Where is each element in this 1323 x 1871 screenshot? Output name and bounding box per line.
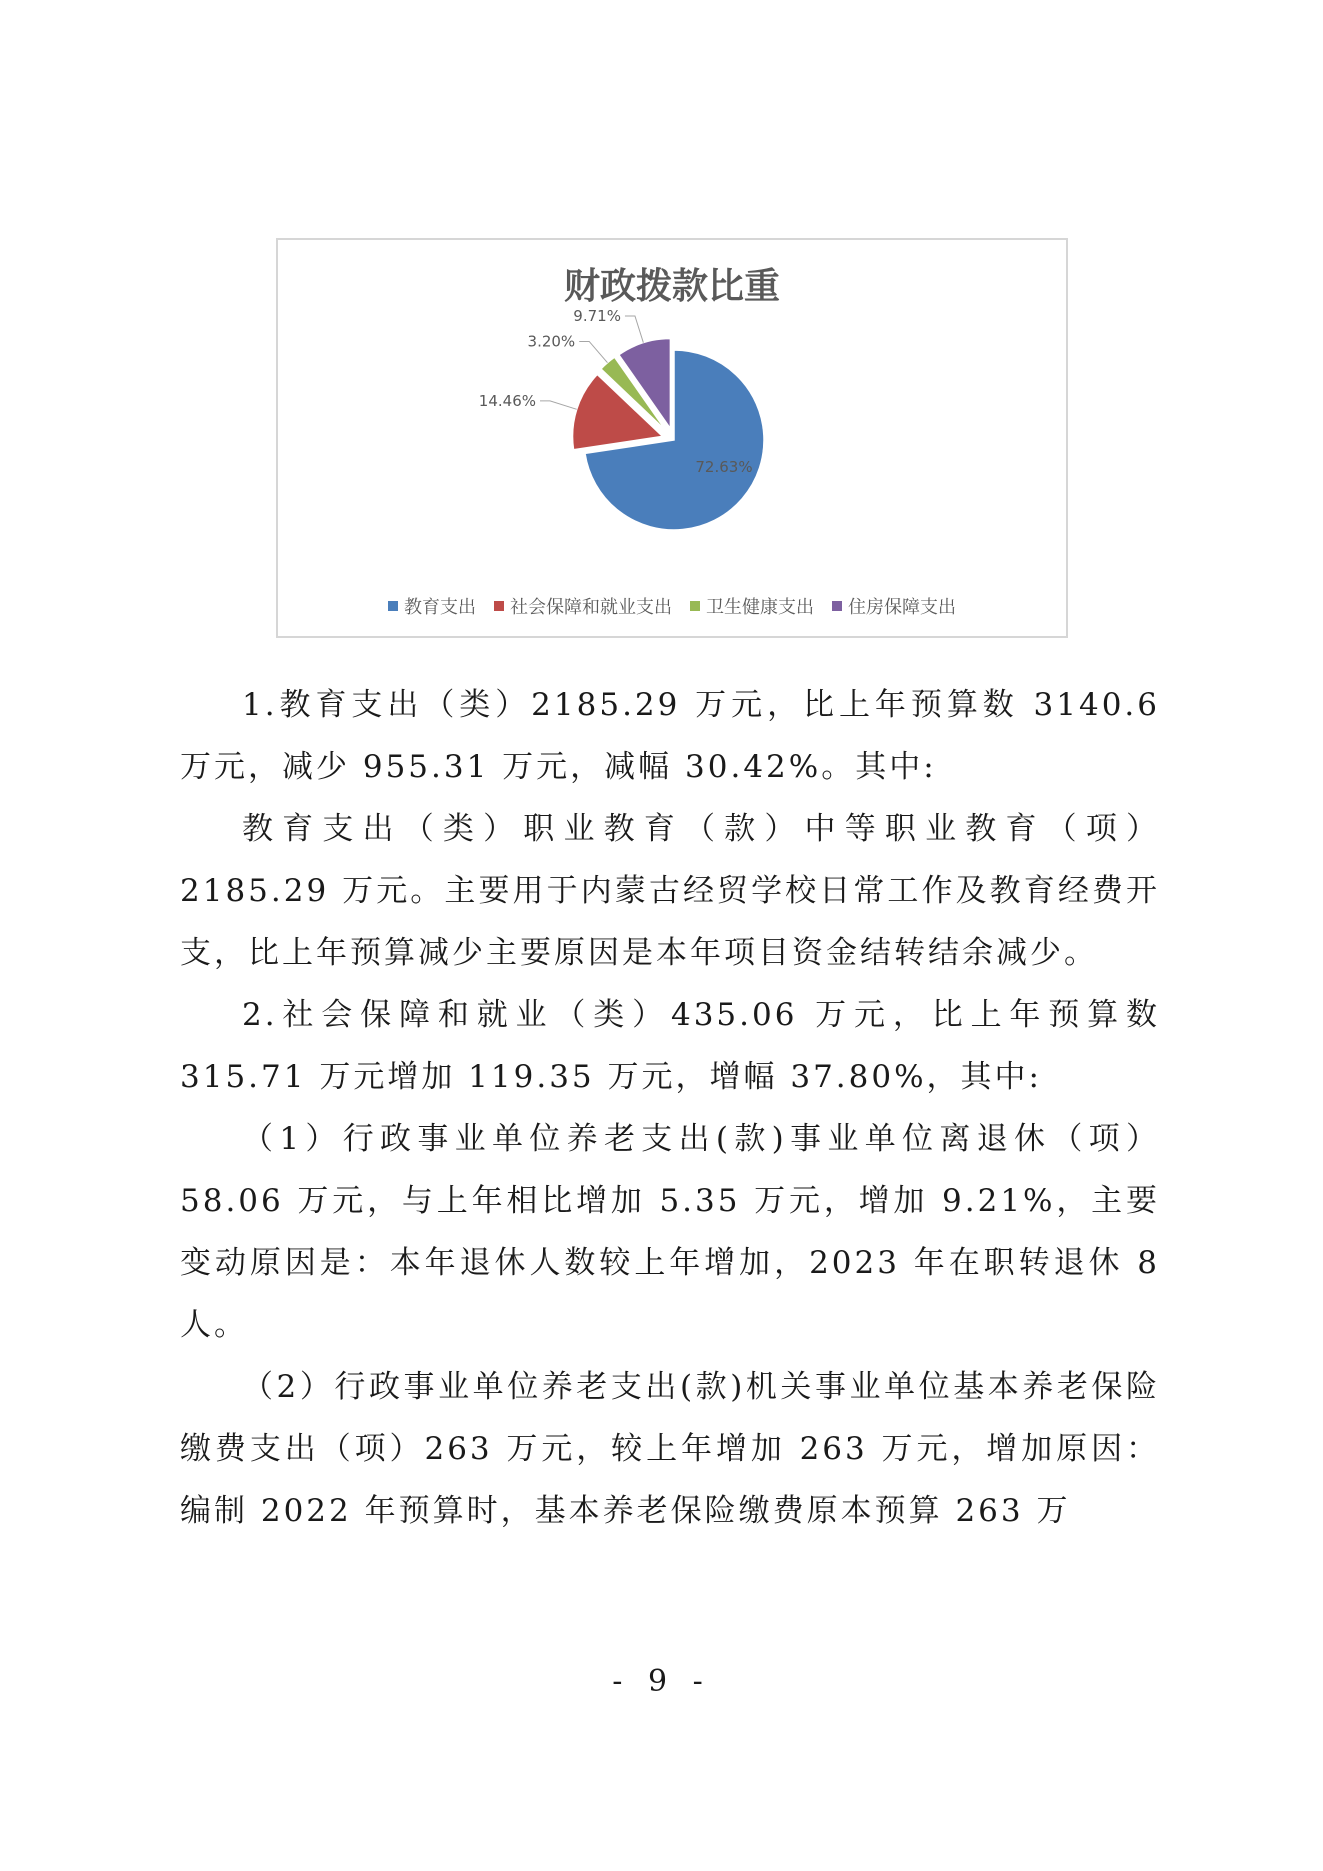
legend-item-education	[388, 593, 476, 619]
legend-label-social-security: 社会保障和就业支出	[510, 597, 672, 618]
paragraph-education: 1.教育支出（类）2185.29 万元，比上年预算数 3140.6 万元，减少 955.31 万元，减幅 30.42%。其中:	[180, 687, 1160, 785]
data-label-housing: 9.71%	[573, 307, 621, 326]
legend-item-housing	[832, 593, 956, 619]
legend-item-social-security	[494, 593, 672, 619]
legend-item-health	[690, 593, 814, 619]
data-label-education: 72.63%	[695, 458, 753, 476]
page-number: - 9 -	[612, 1664, 711, 1699]
pie-chart	[276, 238, 1068, 638]
legend-swatch-housing	[832, 601, 842, 611]
chart-legend	[278, 593, 1066, 619]
paragraph-retirement: （1）行政事业单位养老支出(款)事业单位离退休（项）58.06 万元，与上年相比增加 5.35 万元，增加 9.21%，主要变动原因是：本年退休人数较上年增加，2023 年在职转退休 8 人。	[180, 1121, 1160, 1343]
pie-svg	[278, 240, 1070, 640]
leader-line-housing	[625, 316, 643, 343]
legend-swatch-social-security	[494, 601, 504, 611]
legend-label-housing: 住房保障支出	[848, 597, 956, 618]
data-label-health: 3.20%	[527, 332, 576, 351]
paragraph-pension-insurance: （2）行政事业单位养老支出(款)机关事业单位基本养老保险缴费支出（项）263 万元，较上年增加 263 万元，增加原因：编制 2022 年预算时，基本养老保险缴费原本预算 263 万	[180, 1369, 1160, 1529]
data-label-social-security: 14.46%	[478, 391, 537, 410]
legend-label-health: 卫生健康支出	[706, 597, 814, 618]
paragraph-education-detail: 教育支出（类）职业教育（款）中等职业教育（项）2185.29 万元。主要用于内蒙古经贸学校日常工作及教育经费开支，比上年预算减少主要原因是本年项目资金结转结余减少。	[180, 811, 1160, 971]
legend-label-education: 教育支出	[404, 597, 476, 618]
legend-swatch-education	[388, 601, 398, 611]
legend-swatch-health	[690, 601, 700, 611]
body-text	[180, 674, 1160, 1542]
leader-line-social-security	[540, 401, 577, 409]
leader-line-health	[579, 341, 607, 362]
paragraph-social-security: 2.社会保障和就业（类）435.06 万元，比上年预算数315.71 万元增加 119.35 万元，增幅 37.80%，其中:	[180, 997, 1160, 1095]
chart-title: 财政拨款比重	[563, 266, 780, 307]
